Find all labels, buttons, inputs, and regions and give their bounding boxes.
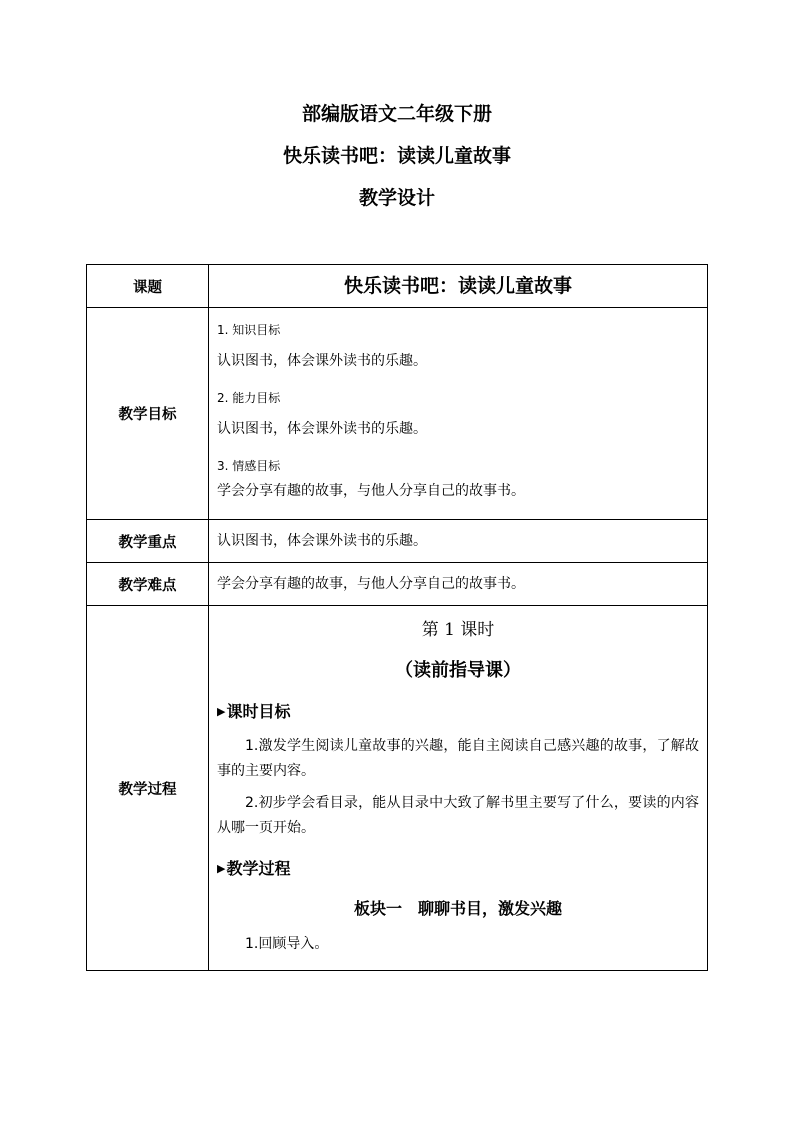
goal-text-knowledge: 认识图书，体会课外读书的乐趣。 <box>217 353 427 369</box>
document-title-block <box>0 104 794 208</box>
objectives-heading <box>217 702 699 722</box>
objective-item: 1.激发学生阅读儿童故事的兴趣，能自主阅读自己感兴趣的故事，了解故事的主要内容。 <box>217 738 699 779</box>
goal-text-ability: 认识图书，体会课外读书的乐趣。 <box>217 421 427 437</box>
topic-cell <box>209 265 708 308</box>
document-title-grade: 部编版语文二年级下册 <box>301 103 492 125</box>
table-row-difficulty <box>87 563 708 606</box>
goal-heading-knowledge: 1. 知识目标 <box>217 323 281 337</box>
process-label: 教学过程 <box>87 606 209 971</box>
table-row-goals <box>87 308 708 520</box>
table-row-topic <box>87 265 708 308</box>
process-heading <box>217 859 699 879</box>
difficulty-value: 学会分享有趣的故事，与他人分享自己的故事书。 <box>217 576 525 592</box>
goal-text-emotion: 学会分享有趣的故事，与他人分享自己的故事书。 <box>217 483 525 499</box>
process-step: 1.回顾导入。 <box>245 936 329 952</box>
goal-heading-ability: 2. 能力目标 <box>217 391 281 405</box>
key-point-value: 认识图书，体会课外读书的乐趣。 <box>217 533 427 549</box>
process-cell <box>209 606 708 971</box>
objectives-heading-text: 课时目标 <box>226 702 291 721</box>
triangle-bullet-icon: ▶ <box>217 705 226 718</box>
goals-cell <box>209 308 708 520</box>
lesson-plan-table <box>86 264 708 971</box>
table-row-process <box>87 606 708 971</box>
triangle-bullet-icon: ▶ <box>217 862 226 875</box>
key-point-label: 教学重点 <box>87 520 209 563</box>
topic-value: 快乐读书吧：读读儿童故事 <box>343 275 572 297</box>
objective-item: 2.初步学会看目录，能从目录中大致了解书里主要写了什么，要读的内容从哪一页开始。 <box>217 795 699 836</box>
block-title: 板块一 聊聊书目，激发兴趣 <box>353 899 562 918</box>
key-point-cell <box>209 520 708 563</box>
table-row-key-point <box>87 520 708 563</box>
process-heading-text: 教学过程 <box>226 859 291 878</box>
document-title-lesson: 快乐读书吧：读读儿童故事 <box>282 145 511 167</box>
lesson-number: 第 1 课时 <box>421 620 495 640</box>
goals-label: 教学目标 <box>87 308 209 520</box>
document-title-design: 教学设计 <box>358 187 435 209</box>
goal-heading-emotion: 3. 情感目标 <box>217 459 281 473</box>
difficulty-label: 教学难点 <box>87 563 209 606</box>
lesson-type: （读前指导课） <box>395 660 521 681</box>
topic-label: 课题 <box>87 265 209 308</box>
difficulty-cell <box>209 563 708 606</box>
